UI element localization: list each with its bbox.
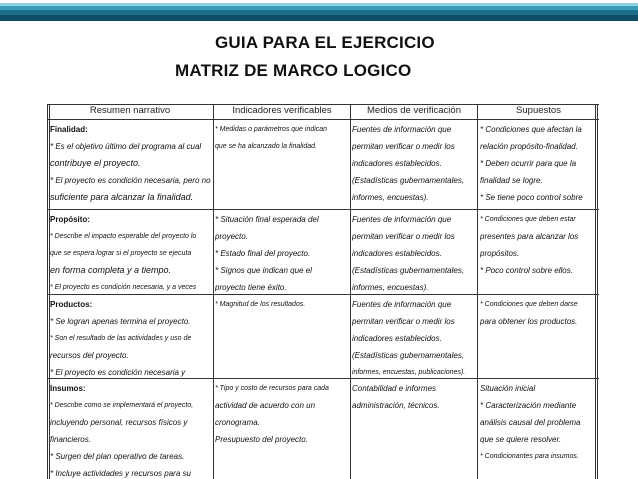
cell-productos-supuestos: * Condiciones que deben darse para obtener los productos.	[480, 301, 578, 326]
cell-finalidad-supuestos: * Condiciones que afectan la relación propósito-finalidad. * Deben ocurrir para que la finalidad se logre. * Se tiene poco control sobre	[480, 125, 583, 202]
cell-productos-medios: Fuentes de información que permitan verificar o medir los indicadores establecidos. (Estadísticas gubernamentales, informes, encuestas, publicaciones).	[352, 300, 466, 376]
cell-proposito-medios: Fuentes de información que permitan verificar o medir los indicadores establecidos. (Estadísticas gubernamentales, informes, encuestas).	[352, 215, 465, 292]
header-decoration-bar	[0, 0, 638, 21]
header-medios: Medios de verificación	[367, 105, 461, 116]
header-supuestos: Supuestos	[516, 105, 561, 116]
cell-insumos-medios: Contabilidad e informes administración, técnicos.	[352, 384, 440, 410]
cell-proposito-indicadores: * Situación final esperada del proyecto. * Estado final del proyecto. * Signos que indican que el proyecto tiene éxito.	[215, 215, 319, 292]
cell-insumos-supuestos: Situación inicial * Caracterización mediante análisis causal del problema que se quiere resolver. * Condicionantes para insumos.	[480, 384, 581, 460]
cell-productos-indicadores: * Magnitud de los resultados.	[215, 301, 306, 308]
cell-proposito-resumen: Propósito: * Describe el impacto esperable del proyecto lo que se espera lograr si el proyecto se ejecuta en forma completa y a tiempo. * El proyecto es condición necesaria, y a veces	[50, 215, 197, 291]
page-title: GUIA PARA EL EJERCICIO	[215, 33, 435, 52]
header-indicadores: Indicadores verificables	[232, 105, 332, 116]
cell-finalidad-medios: Fuentes de información que permitan verificar o medir los indicadores establecidos. (Estadísticas gubernamentales, informes, encuestas).	[352, 125, 465, 202]
cell-insumos-resumen: Insumos: * Describe como se implementará el proyecto, incluyendo personal, recursos físicos y financieros. * Surgen del plan operativo de tareas. * Incluye actividades y recursos para su	[50, 384, 194, 478]
cell-finalidad-indicadores: * Medidas o parámetros que indican que se ha alcanzado la finalidad.	[215, 126, 328, 150]
cell-finalidad-resumen: Finalidad: * Es el objetivo último del programa al cual contribuye el proyecto. * El proyecto es condición necesaria, pero no suficiente para alcanzar la finalidad.	[50, 125, 211, 202]
cell-productos-resumen: Productos: * Se logran apenas termina el proyecto. * Son el resultado de las actividades y uso de recursos del proyecto. * El proyecto es condición necesaria y	[50, 300, 192, 377]
logical-framework-matrix	[47, 104, 599, 479]
header-resumen-narrativo: Resumen narrativo	[89, 105, 171, 116]
cell-proposito-supuestos: * Condiciones que deben estar presentes para alcanzar los propósitos. * Poco control sobre ellos.	[480, 216, 579, 275]
cell-insumos-indicadores: * Tipo y costo de recursos para cada actividad de acuerdo con un cronograma. Presupuesto del proyecto.	[215, 385, 329, 444]
page-subtitle: MATRIZ DE MARCO LOGICO	[175, 61, 412, 80]
